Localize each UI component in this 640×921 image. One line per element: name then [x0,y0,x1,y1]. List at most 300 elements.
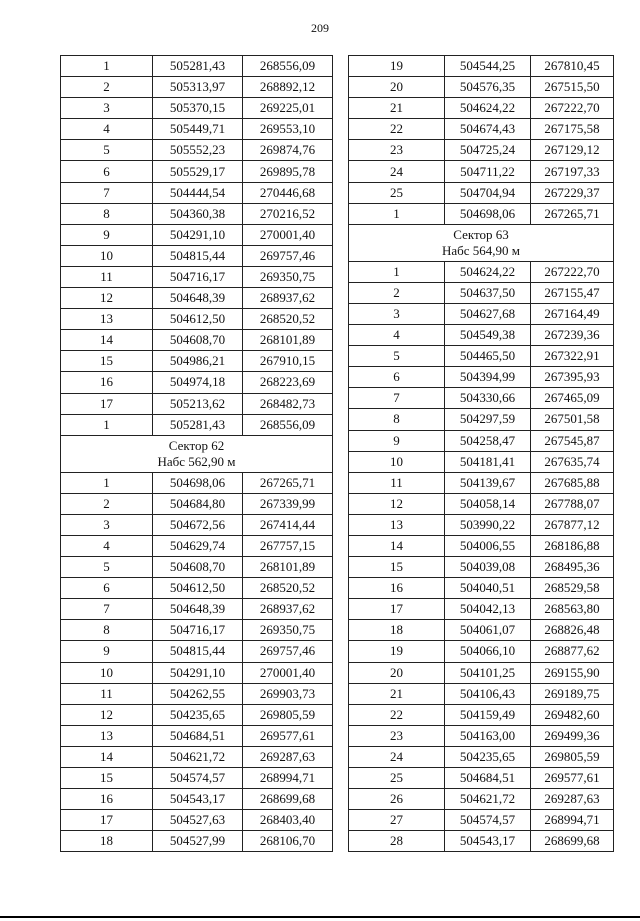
y-coordinate-cell: 268937,62 [243,599,333,620]
table-row [349,789,614,810]
point-number-cell: 5 [61,140,153,161]
point-number-cell: 11 [349,472,445,493]
table-row [349,599,614,620]
y-coordinate-cell: 268877,62 [531,641,614,662]
x-coordinate-cell: 504465,50 [445,346,531,367]
table-row [349,430,614,451]
y-coordinate-cell: 267265,71 [243,472,333,493]
table-row [61,351,333,372]
x-coordinate-cell: 504330,66 [445,388,531,409]
x-coordinate-cell: 504672,56 [153,514,243,535]
table-row [349,161,614,182]
point-number-cell: 10 [61,245,153,266]
x-coordinate-cell: 504608,70 [153,557,243,578]
point-number-cell: 6 [61,578,153,599]
table-row [61,309,333,330]
y-coordinate-cell: 268563,80 [531,599,614,620]
x-coordinate-cell: 504549,38 [445,325,531,346]
y-coordinate-cell: 269805,59 [531,746,614,767]
point-number-cell: 25 [349,768,445,789]
table-row [61,393,333,414]
point-number-cell: 16 [61,789,153,810]
y-coordinate-cell: 269903,73 [243,683,333,704]
x-coordinate-cell: 504394,99 [445,367,531,388]
y-coordinate-cell: 267129,12 [531,140,614,161]
y-coordinate-cell: 269757,46 [243,641,333,662]
table-row [61,810,333,831]
table-row [61,245,333,266]
x-coordinate-cell: 504061,07 [445,620,531,641]
y-coordinate-cell: 267515,50 [531,77,614,98]
y-coordinate-cell: 267810,45 [531,56,614,77]
y-coordinate-cell: 269499,36 [531,725,614,746]
point-number-cell: 11 [61,266,153,287]
point-number-cell: 21 [349,98,445,119]
x-coordinate-cell: 504291,10 [153,224,243,245]
table-row [61,831,333,852]
y-coordinate-cell: 267788,07 [531,493,614,514]
x-coordinate-cell: 504612,50 [153,578,243,599]
x-coordinate-cell: 504698,06 [153,472,243,493]
table-row [349,557,614,578]
point-number-cell: 28 [349,831,445,852]
x-coordinate-cell: 504258,47 [445,430,531,451]
table-row [349,388,614,409]
point-number-cell: 12 [61,288,153,309]
point-number-cell: 4 [61,535,153,556]
point-number-cell: 19 [349,641,445,662]
y-coordinate-cell: 267197,33 [531,161,614,182]
y-coordinate-cell: 267164,49 [531,303,614,324]
x-coordinate-cell: 504039,08 [445,557,531,578]
y-coordinate-cell: 269895,78 [243,161,333,182]
x-coordinate-cell: 504716,17 [153,620,243,641]
y-coordinate-cell: 268101,89 [243,330,333,351]
x-coordinate-cell: 504066,10 [445,641,531,662]
y-coordinate-cell: 267465,09 [531,388,614,409]
y-coordinate-cell: 267222,70 [531,261,614,282]
x-coordinate-cell: 504291,10 [153,662,243,683]
table-row [349,140,614,161]
x-coordinate-cell: 504629,74 [153,535,243,556]
y-coordinate-cell: 270446,68 [243,182,333,203]
x-coordinate-cell: 504624,22 [445,98,531,119]
x-coordinate-cell: 504040,51 [445,578,531,599]
point-number-cell: 3 [349,303,445,324]
table-row [349,451,614,472]
point-number-cell: 9 [61,641,153,662]
point-number-cell: 8 [349,409,445,430]
y-coordinate-cell: 267239,36 [531,325,614,346]
y-coordinate-cell: 268937,62 [243,288,333,309]
y-coordinate-cell: 267339,99 [243,493,333,514]
x-coordinate-cell: 504684,51 [445,768,531,789]
point-number-cell: 10 [61,662,153,683]
x-coordinate-cell: 504159,49 [445,704,531,725]
point-number-cell: 23 [349,725,445,746]
table-row [349,119,614,140]
table-row [61,789,333,810]
y-coordinate-cell: 268223,69 [243,372,333,393]
x-coordinate-cell: 505281,43 [153,414,243,435]
table-row [61,746,333,767]
y-coordinate-cell: 267757,15 [243,535,333,556]
point-number-cell: 15 [61,351,153,372]
table-row [349,182,614,203]
point-number-cell: 22 [349,119,445,140]
table-row [61,704,333,725]
x-coordinate-cell: 504574,57 [153,768,243,789]
point-number-cell: 16 [61,372,153,393]
y-coordinate-cell: 268403,40 [243,810,333,831]
point-number-cell: 25 [349,182,445,203]
x-coordinate-cell: 504235,65 [153,704,243,725]
y-coordinate-cell: 268520,52 [243,309,333,330]
sector-elevation: Набс 564,90 м [441,242,521,258]
y-coordinate-cell: 269350,75 [243,620,333,641]
point-number-cell: 13 [61,725,153,746]
table-row [61,620,333,641]
table-row [349,346,614,367]
y-coordinate-cell: 267265,71 [531,203,614,224]
point-number-cell: 3 [61,514,153,535]
x-coordinate-cell: 504711,22 [445,161,531,182]
table-row [61,535,333,556]
table-row [349,303,614,324]
table-row [349,810,614,831]
table-row [349,56,614,77]
table-row [349,725,614,746]
y-coordinate-cell: 269805,59 [243,704,333,725]
y-coordinate-cell: 270001,40 [243,662,333,683]
x-coordinate-cell: 504574,57 [445,810,531,831]
table-row [61,119,333,140]
y-coordinate-cell: 267685,88 [531,472,614,493]
x-coordinate-cell: 504815,44 [153,245,243,266]
table-row [61,203,333,224]
point-number-cell: 2 [61,77,153,98]
table-row [61,330,333,351]
point-number-cell: 7 [61,599,153,620]
point-number-cell: 24 [349,746,445,767]
point-number-cell: 8 [61,620,153,641]
x-coordinate-cell: 504684,80 [153,493,243,514]
sector-header-row [61,435,333,472]
point-number-cell: 3 [61,98,153,119]
x-coordinate-cell: 504612,50 [153,309,243,330]
point-number-cell: 1 [61,472,153,493]
table-row [61,768,333,789]
x-coordinate-cell: 504006,55 [445,535,531,556]
point-number-cell: 18 [61,831,153,852]
table-row [349,535,614,556]
x-coordinate-cell: 504648,39 [153,288,243,309]
table-row [61,182,333,203]
point-number-cell: 12 [61,704,153,725]
x-coordinate-cell: 505449,71 [153,119,243,140]
table-row [61,641,333,662]
y-coordinate-cell: 269189,75 [531,683,614,704]
point-number-cell: 6 [61,161,153,182]
point-number-cell: 14 [349,535,445,556]
point-number-cell: 1 [349,261,445,282]
table-row [349,77,614,98]
table-row [349,367,614,388]
point-number-cell: 15 [349,557,445,578]
table-row [349,641,614,662]
table-row [349,472,614,493]
point-number-cell: 26 [349,789,445,810]
y-coordinate-cell: 268994,71 [531,810,614,831]
x-coordinate-cell: 504181,41 [445,451,531,472]
table-row [349,683,614,704]
y-coordinate-cell: 270001,40 [243,224,333,245]
x-coordinate-cell: 504058,14 [445,493,531,514]
sector-elevation: Набс 562,90 м [157,453,236,469]
x-coordinate-cell: 504139,67 [445,472,531,493]
x-coordinate-cell: 503990,22 [445,514,531,535]
table-row [61,472,333,493]
point-number-cell: 1 [61,414,153,435]
x-coordinate-cell: 505313,97 [153,77,243,98]
point-number-cell: 13 [61,309,153,330]
y-coordinate-cell: 269577,61 [531,768,614,789]
point-number-cell: 17 [61,810,153,831]
table-row [349,514,614,535]
table-row [349,746,614,767]
x-coordinate-cell: 504627,68 [445,303,531,324]
point-number-cell: 22 [349,704,445,725]
y-coordinate-cell: 268495,36 [531,557,614,578]
y-coordinate-cell: 268101,89 [243,557,333,578]
x-coordinate-cell: 504704,94 [445,182,531,203]
x-coordinate-cell: 504543,17 [153,789,243,810]
y-coordinate-cell: 269757,46 [243,245,333,266]
x-coordinate-cell: 504262,55 [153,683,243,704]
x-coordinate-cell: 504716,17 [153,266,243,287]
point-number-cell: 1 [61,56,153,77]
table-row [349,578,614,599]
y-coordinate-cell: 267222,70 [531,98,614,119]
y-coordinate-cell: 269287,63 [243,746,333,767]
point-number-cell: 1 [349,203,445,224]
point-number-cell: 7 [61,182,153,203]
y-coordinate-cell: 269225,01 [243,98,333,119]
table-row [349,203,614,224]
table-row [61,140,333,161]
x-coordinate-cell: 505281,43 [153,56,243,77]
point-number-cell: 16 [349,578,445,599]
sector-header-row [349,224,614,261]
table-row [61,414,333,435]
table-row [61,266,333,287]
x-coordinate-cell: 504101,25 [445,662,531,683]
y-coordinate-cell: 268826,48 [531,620,614,641]
table-row [349,98,614,119]
point-number-cell: 17 [61,393,153,414]
point-number-cell: 4 [349,325,445,346]
x-coordinate-cell: 504637,50 [445,282,531,303]
table-row [349,620,614,641]
y-coordinate-cell: 267910,15 [243,351,333,372]
point-number-cell: 21 [349,683,445,704]
x-coordinate-cell: 504444,54 [153,182,243,203]
y-coordinate-cell: 269287,63 [531,789,614,810]
coordinates-table-left [60,55,333,852]
table-row [61,493,333,514]
y-coordinate-cell: 268892,12 [243,77,333,98]
y-coordinate-cell: 267877,12 [531,514,614,535]
point-number-cell: 10 [349,451,445,472]
y-coordinate-cell: 267545,87 [531,430,614,451]
point-number-cell: 24 [349,161,445,182]
sector-title: Сектор 63 [453,226,509,242]
y-coordinate-cell: 267395,93 [531,367,614,388]
table-row [61,98,333,119]
point-number-cell: 2 [349,282,445,303]
table-row [61,578,333,599]
y-coordinate-cell: 268994,71 [243,768,333,789]
x-coordinate-cell: 504986,21 [153,351,243,372]
y-coordinate-cell: 269350,75 [243,266,333,287]
bottom-rule [0,916,640,918]
table-row [349,831,614,852]
table-row [349,493,614,514]
x-coordinate-cell: 505552,23 [153,140,243,161]
y-coordinate-cell: 269577,61 [243,725,333,746]
table-row [61,662,333,683]
x-coordinate-cell: 504235,65 [445,746,531,767]
x-coordinate-cell: 504674,43 [445,119,531,140]
y-coordinate-cell: 268106,70 [243,831,333,852]
coordinates-table-right [348,55,614,852]
x-coordinate-cell: 505213,62 [153,393,243,414]
x-coordinate-cell: 504163,00 [445,725,531,746]
x-coordinate-cell: 504621,72 [153,746,243,767]
x-coordinate-cell: 504297,59 [445,409,531,430]
y-coordinate-cell: 269482,60 [531,704,614,725]
x-coordinate-cell: 504608,70 [153,330,243,351]
sector-header [61,435,333,472]
y-coordinate-cell: 267175,58 [531,119,614,140]
y-coordinate-cell: 269155,90 [531,662,614,683]
y-coordinate-cell: 268699,68 [243,789,333,810]
point-number-cell: 14 [61,746,153,767]
point-number-cell: 20 [349,662,445,683]
point-number-cell: 27 [349,810,445,831]
x-coordinate-cell: 504360,38 [153,203,243,224]
y-coordinate-cell: 268556,09 [243,56,333,77]
point-number-cell: 5 [61,557,153,578]
x-coordinate-cell: 504106,43 [445,683,531,704]
x-coordinate-cell: 504543,17 [445,831,531,852]
point-number-cell: 9 [61,224,153,245]
table-row [61,77,333,98]
point-number-cell: 9 [349,430,445,451]
point-number-cell: 14 [61,330,153,351]
table-row [61,161,333,182]
point-number-cell: 2 [61,493,153,514]
point-number-cell: 13 [349,514,445,535]
table-row [349,662,614,683]
x-coordinate-cell: 504684,51 [153,725,243,746]
y-coordinate-cell: 268699,68 [531,831,614,852]
x-coordinate-cell: 504621,72 [445,789,531,810]
x-coordinate-cell: 504527,99 [153,831,243,852]
x-coordinate-cell: 504725,24 [445,140,531,161]
y-coordinate-cell: 269874,76 [243,140,333,161]
x-coordinate-cell: 504815,44 [153,641,243,662]
y-coordinate-cell: 267635,74 [531,451,614,472]
point-number-cell: 20 [349,77,445,98]
point-number-cell: 8 [61,203,153,224]
x-coordinate-cell: 504544,25 [445,56,531,77]
y-coordinate-cell: 267322,91 [531,346,614,367]
x-coordinate-cell: 504648,39 [153,599,243,620]
x-coordinate-cell: 505529,17 [153,161,243,182]
point-number-cell: 11 [61,683,153,704]
y-coordinate-cell: 267229,37 [531,182,614,203]
y-coordinate-cell: 268556,09 [243,414,333,435]
x-coordinate-cell: 504042,13 [445,599,531,620]
point-number-cell: 18 [349,620,445,641]
point-number-cell: 5 [349,346,445,367]
y-coordinate-cell: 269553,10 [243,119,333,140]
y-coordinate-cell: 268529,58 [531,578,614,599]
table-row [349,261,614,282]
x-coordinate-cell: 504576,35 [445,77,531,98]
table-row [349,282,614,303]
sector-header [349,224,614,261]
x-coordinate-cell: 505370,15 [153,98,243,119]
y-coordinate-cell: 268186,88 [531,535,614,556]
x-coordinate-cell: 504974,18 [153,372,243,393]
table-row [61,56,333,77]
x-coordinate-cell: 504698,06 [445,203,531,224]
y-coordinate-cell: 267501,58 [531,409,614,430]
table-row [61,514,333,535]
point-number-cell: 23 [349,140,445,161]
table-row [349,409,614,430]
point-number-cell: 19 [349,56,445,77]
point-number-cell: 17 [349,599,445,620]
sector-title: Сектор 62 [168,437,225,453]
point-number-cell: 15 [61,768,153,789]
y-coordinate-cell: 268520,52 [243,578,333,599]
x-coordinate-cell: 504624,22 [445,261,531,282]
point-number-cell: 7 [349,388,445,409]
table-row [61,599,333,620]
page-number: 209 [311,21,329,35]
table-row [61,224,333,245]
table-row [349,325,614,346]
table-row [61,725,333,746]
table-row [61,683,333,704]
y-coordinate-cell: 267155,47 [531,282,614,303]
table-row [349,768,614,789]
y-coordinate-cell: 268482,73 [243,393,333,414]
table-row [61,372,333,393]
y-coordinate-cell: 270216,52 [243,203,333,224]
x-coordinate-cell: 504527,63 [153,810,243,831]
point-number-cell: 4 [61,119,153,140]
point-number-cell: 6 [349,367,445,388]
table-row [61,288,333,309]
point-number-cell: 12 [349,493,445,514]
table-row [61,557,333,578]
table-row [349,704,614,725]
y-coordinate-cell: 267414,44 [243,514,333,535]
